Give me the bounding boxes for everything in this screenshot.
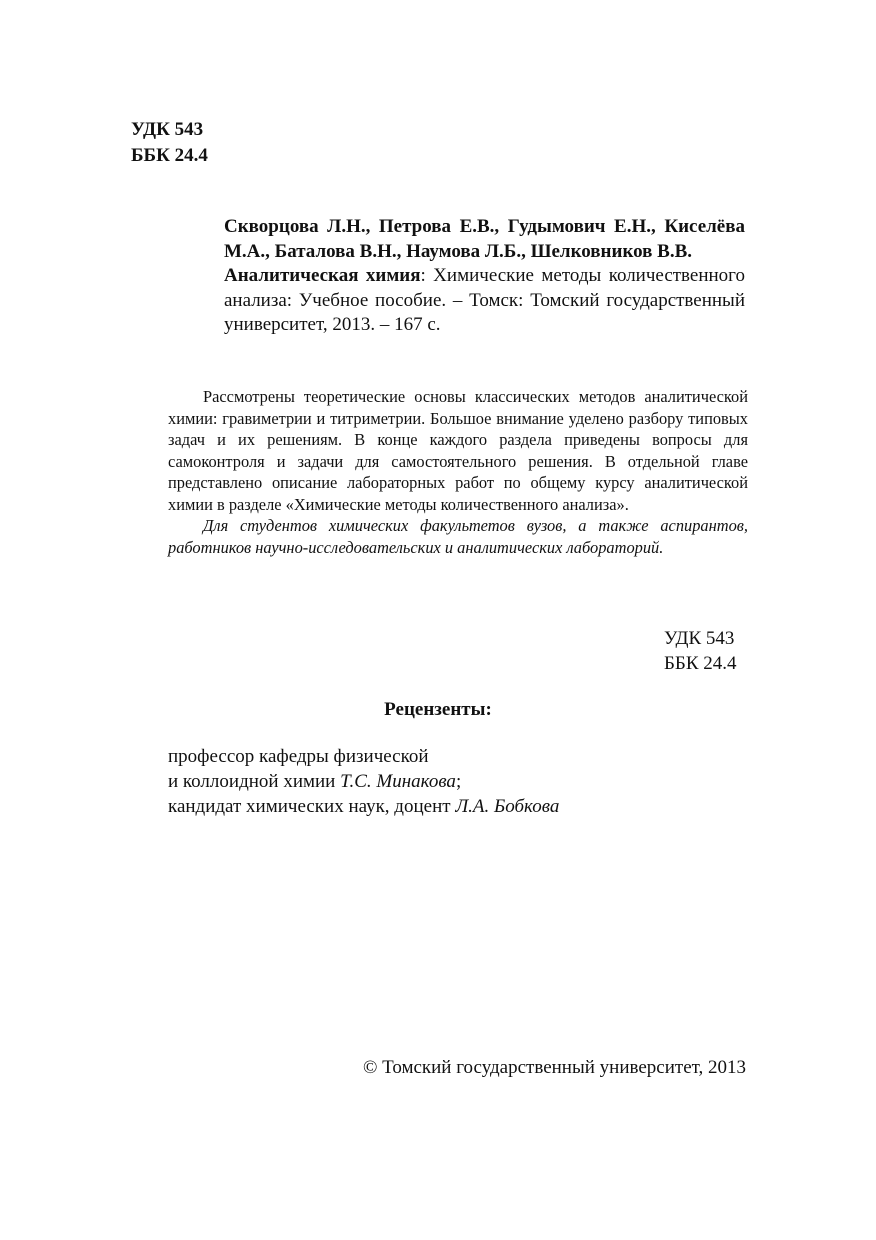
bbk-code-right: ББК 24.4	[664, 653, 737, 674]
reviewer-name-minakova: Т.С. Минакова	[340, 771, 456, 792]
copyright-notice: © Томский государственный университет, 2013	[362, 1057, 746, 1078]
reviewer-line-2	[168, 769, 748, 794]
bbk-code: ББК 24.4	[131, 145, 208, 166]
classification-codes-right	[664, 626, 737, 676]
udk-code: УДК 543	[131, 119, 204, 140]
abstract	[168, 386, 748, 558]
reviewer-name-bobkova: Л.А. Бобкова	[455, 796, 560, 817]
bibliographic-record	[224, 215, 745, 338]
classification-codes-top	[131, 117, 208, 169]
abstract-summary: Рассмотрены теоретические основы классических методов аналитической химии: гравиметрии и титриметрии. Большое внимание уделено разбору типовых задач и их решениям. В конце каждого раздела приведены вопросы для самоконтроля и задачи для самостоятельного решения. В отдельной главе представлено описание лабораторных работ по общему курсу аналитической химии в разделе «Химические методы количественного анализа».	[168, 387, 748, 514]
reviewer-line-3-text: кандидат химических наук, доцент	[168, 796, 456, 817]
title-record	[224, 264, 745, 338]
udk-code-right: УДК 543	[664, 628, 735, 649]
reviewers-list	[168, 744, 748, 819]
target-audience: Для студентов химических факультетов вузов, а также аспирантов, работников научно-исследовательских и аналитических лабораторий.	[168, 516, 748, 557]
reviewer-line-2-text: и коллоидной химии	[168, 771, 341, 792]
reviewer-line-1: профессор кафедры физической	[168, 746, 429, 767]
reviewer-line-2-end: ;	[455, 771, 462, 792]
book-title: Аналитическая химия	[224, 265, 421, 286]
reviewer-line-3	[168, 794, 748, 819]
title-details: : Химические методы количественного анализа: Учебное пособие. – Томск: Томский государственный университет, 2013. – 167 с.	[224, 265, 745, 335]
authors-list: Скворцова Л.Н., Петрова Е.В., Гудымович Е.Н., Киселёва М.А., Баталова В.Н., Наумова Л.Б., Шелковников В.В.	[224, 216, 745, 262]
reviewers-heading: Рецензенты:	[384, 699, 492, 720]
